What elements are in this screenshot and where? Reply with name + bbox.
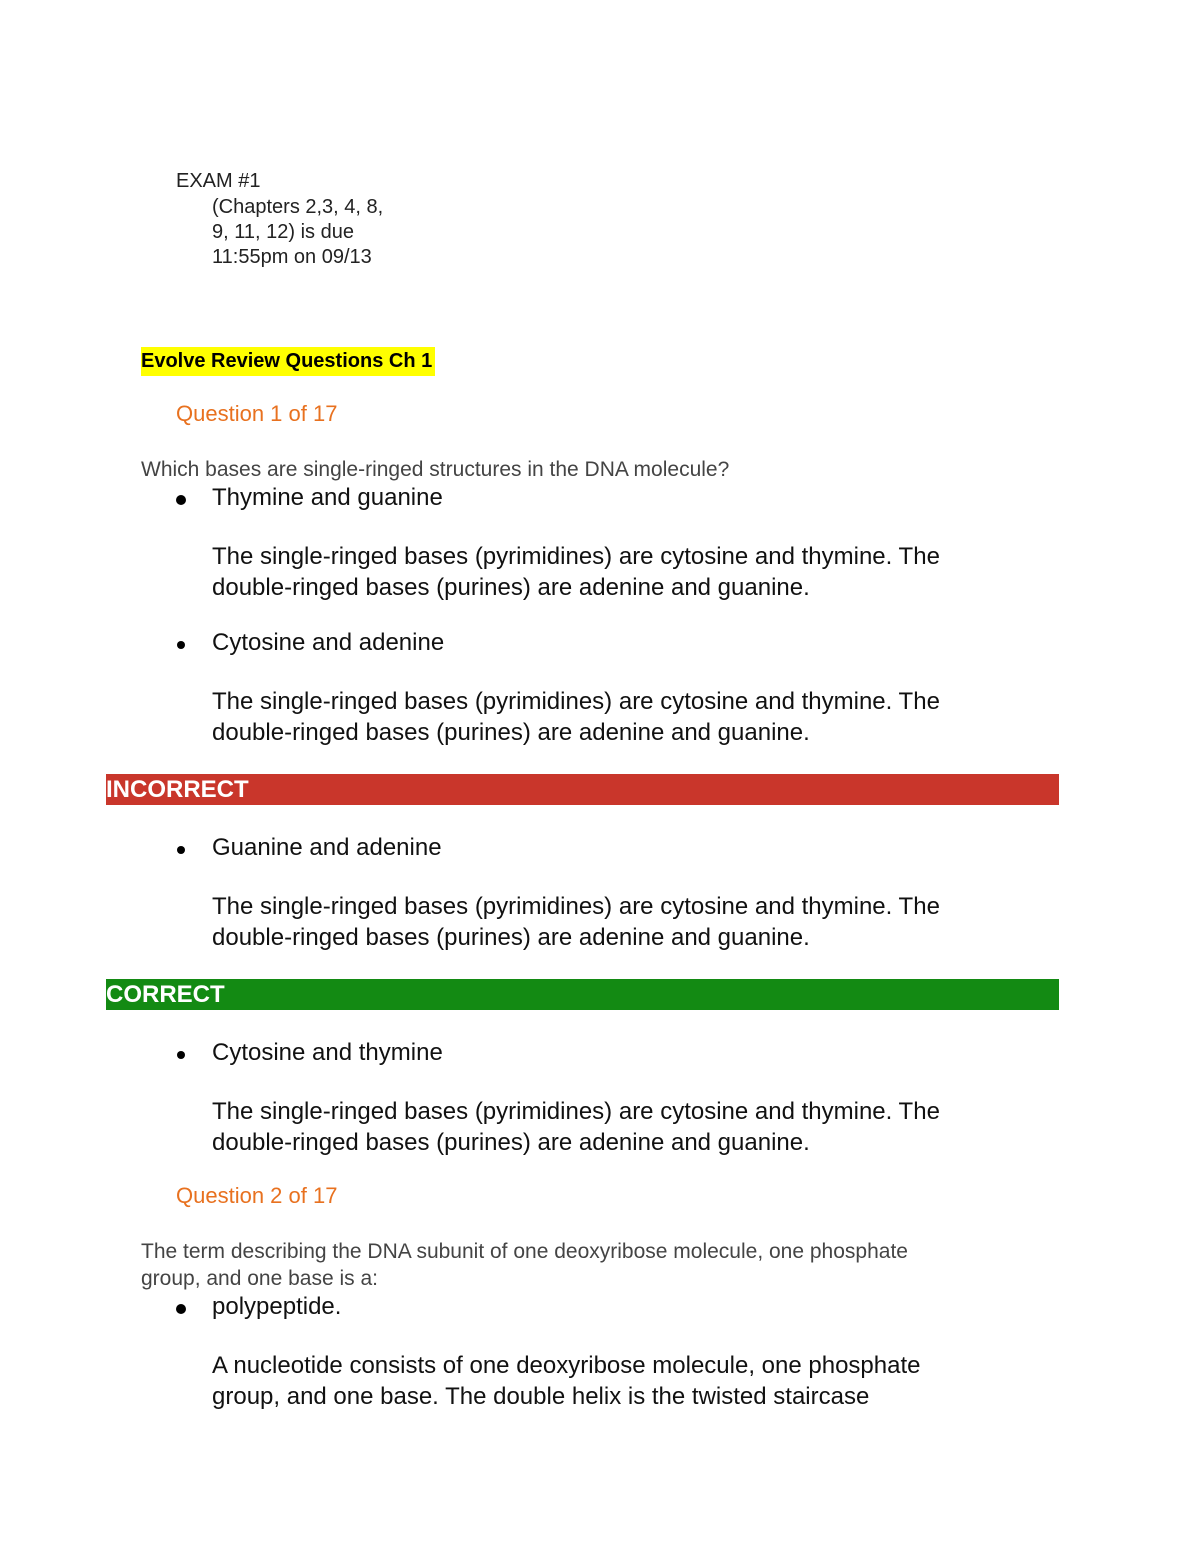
answer-explanation	[212, 1096, 1042, 1158]
explanation-line: group, and one base. The double helix is the twisted staircase	[212, 1383, 870, 1410]
explanation-line: double-ringed bases (purines) are adenine and guanine.	[212, 574, 810, 601]
answer-explanation	[212, 891, 1042, 953]
exam-detail-line: 11:55pm on 09/13	[212, 246, 372, 268]
section-heading: Evolve Review Questions Ch 1	[141, 347, 435, 376]
question-text: Which bases are single-ringed structures in the DNA molecule?	[141, 458, 730, 481]
question-text	[141, 1238, 1041, 1292]
question-text-line: group, and one base is a:	[141, 1267, 379, 1290]
exam-detail-line: 9, 11, 12) is due	[212, 221, 354, 243]
exam-title: EXAM #1	[176, 170, 261, 192]
explanation-line: The single-ringed bases (pyrimidines) are cytosine and thymine. The	[212, 893, 940, 920]
question-number: Question 1 of 17	[176, 401, 338, 426]
answer-option: Cytosine and adenine	[212, 629, 445, 656]
incorrect-status-bar	[106, 774, 1059, 805]
exam-detail	[212, 195, 383, 270]
explanation-line: The single-ringed bases (pyrimidines) are cytosine and thymine. The	[212, 1098, 940, 1125]
answer-option: Guanine and adenine	[212, 834, 442, 861]
explanation-line: double-ringed bases (purines) are adenine and guanine.	[212, 1129, 810, 1156]
bullet-icon	[177, 1051, 185, 1059]
bullet-icon	[176, 1304, 186, 1314]
correct-label: CORRECT	[106, 981, 225, 1008]
explanation-line: A nucleotide consists of one deoxyribose molecule, one phosphate	[212, 1352, 921, 1379]
explanation-line: The single-ringed bases (pyrimidines) are cytosine and thymine. The	[212, 543, 940, 570]
question-number: Question 2 of 17	[176, 1183, 338, 1208]
answer-explanation	[212, 686, 1042, 748]
answer-option: polypeptide.	[212, 1293, 342, 1320]
answer-explanation	[212, 1350, 1042, 1412]
answer-option: Thymine and guanine	[212, 484, 443, 511]
answer-option: Cytosine and thymine	[212, 1039, 443, 1066]
answer-explanation	[212, 541, 1042, 603]
bullet-icon	[176, 495, 186, 505]
explanation-line: double-ringed bases (purines) are adenine and guanine.	[212, 719, 810, 746]
explanation-line: The single-ringed bases (pyrimidines) are cytosine and thymine. The	[212, 688, 940, 715]
explanation-line: double-ringed bases (purines) are adenine and guanine.	[212, 924, 810, 951]
incorrect-label: INCORRECT	[106, 776, 249, 803]
bullet-icon	[177, 846, 185, 854]
question-text-line: The term describing the DNA subunit of one deoxyribose molecule, one phosphate	[141, 1240, 908, 1263]
correct-status-bar	[106, 979, 1059, 1010]
exam-detail-line: (Chapters 2,3, 4, 8,	[212, 196, 384, 218]
bullet-icon	[177, 641, 185, 649]
